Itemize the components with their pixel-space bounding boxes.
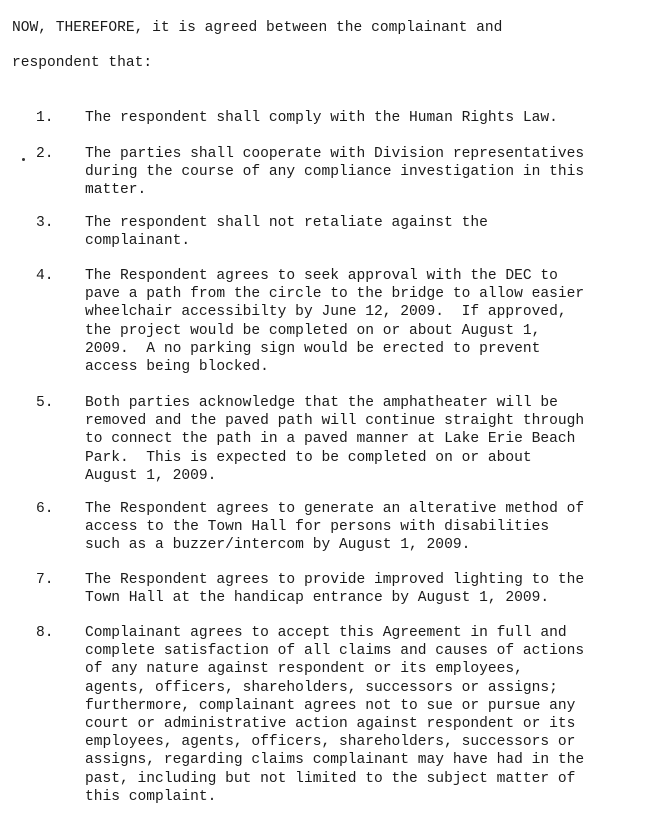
item-text [85,571,647,607]
item-text-line: to connect the path in a paved manner at Lake Erie Beach [85,431,576,448]
item-text-line: court or administrative action against respondent or its [85,715,576,732]
item-text [85,109,647,127]
intro-line: NOW, THEREFORE, it is agreed between the complainant and [12,20,503,36]
item-text [85,214,647,250]
item-number: 5. [36,395,54,411]
item-number: 8. [36,625,54,641]
item-text [85,267,647,376]
item-text-line: The Respondent agrees to generate an alterative method of [85,501,585,517]
item-text-line: The respondent shall not retaliate against the [85,215,488,231]
item-number: 2. [36,146,54,162]
item-text-line: The Respondent agrees to provide improved lighting to the [85,572,585,588]
intro-line: respondent that: [12,55,153,71]
item-text-line: employees, agents, officers, shareholders, successors or [85,734,576,751]
item-text-line: 2009. A no parking sign would be erected to prevent [85,340,541,357]
item-text-line: of any nature against respondent or its employees, [85,661,523,678]
item-text-line: The parties shall cooperate with Division representatives [85,146,585,162]
item-text-line: such as a buzzer/intercom by August 1, 2009. [85,537,471,554]
item-text-line: complainant. [85,233,191,250]
item-number: 1. [36,110,54,126]
item-text-line: access being blocked. [85,358,269,375]
item-text-line: Both parties acknowledge that the amphatheater will be [85,395,558,411]
item-number: 6. [36,501,54,517]
item-text-line: agents, officers, shareholders, successors or assigns; [85,679,558,696]
item-text-line: Park. This is expected to be completed on or about [85,449,532,466]
item-text-line: The respondent shall comply with the Human Rights Law. [85,110,558,126]
item-text [85,394,647,485]
item-text-line: the project would be completed on or about August 1, [85,322,541,339]
item-text-line: wheelchair accessibilty by June 12, 2009. If approved, [85,304,567,321]
item-text-line: Complainant agrees to accept this Agreement in full and [85,625,567,641]
item-text-line: during the course of any compliance investigation in this [85,164,585,181]
item-text-line: access to the Town Hall for persons with disabilities [85,519,550,536]
item-text [85,500,647,555]
item-number: 7. [36,572,54,588]
item-text-line: matter. [85,182,147,199]
item-text-line: this complaint. [85,788,217,805]
item-text-line: complete satisfaction of all claims and causes of actions [85,643,585,660]
item-number: 3. [36,215,54,231]
item-number: 4. [36,268,54,284]
scan-speck [22,158,25,161]
item-text-line: assigns, regarding claims complainant may have had in the [85,752,585,769]
item-text-line: The Respondent agrees to seek approval with the DEC to [85,268,558,284]
item-text-line: furthermore, complainant agrees not to sue or pursue any [85,697,576,714]
item-text-line: removed and the paved path will continue straight through [85,413,585,430]
item-text-line: Town Hall at the handicap entrance by August 1, 2009. [85,590,550,607]
item-text [85,624,647,806]
item-text [85,145,647,200]
item-text-line: past, including but not limited to the subject matter of [85,770,576,787]
item-text-line: pave a path from the circle to the bridge to allow easier [85,286,585,303]
item-text-line: August 1, 2009. [85,467,217,484]
